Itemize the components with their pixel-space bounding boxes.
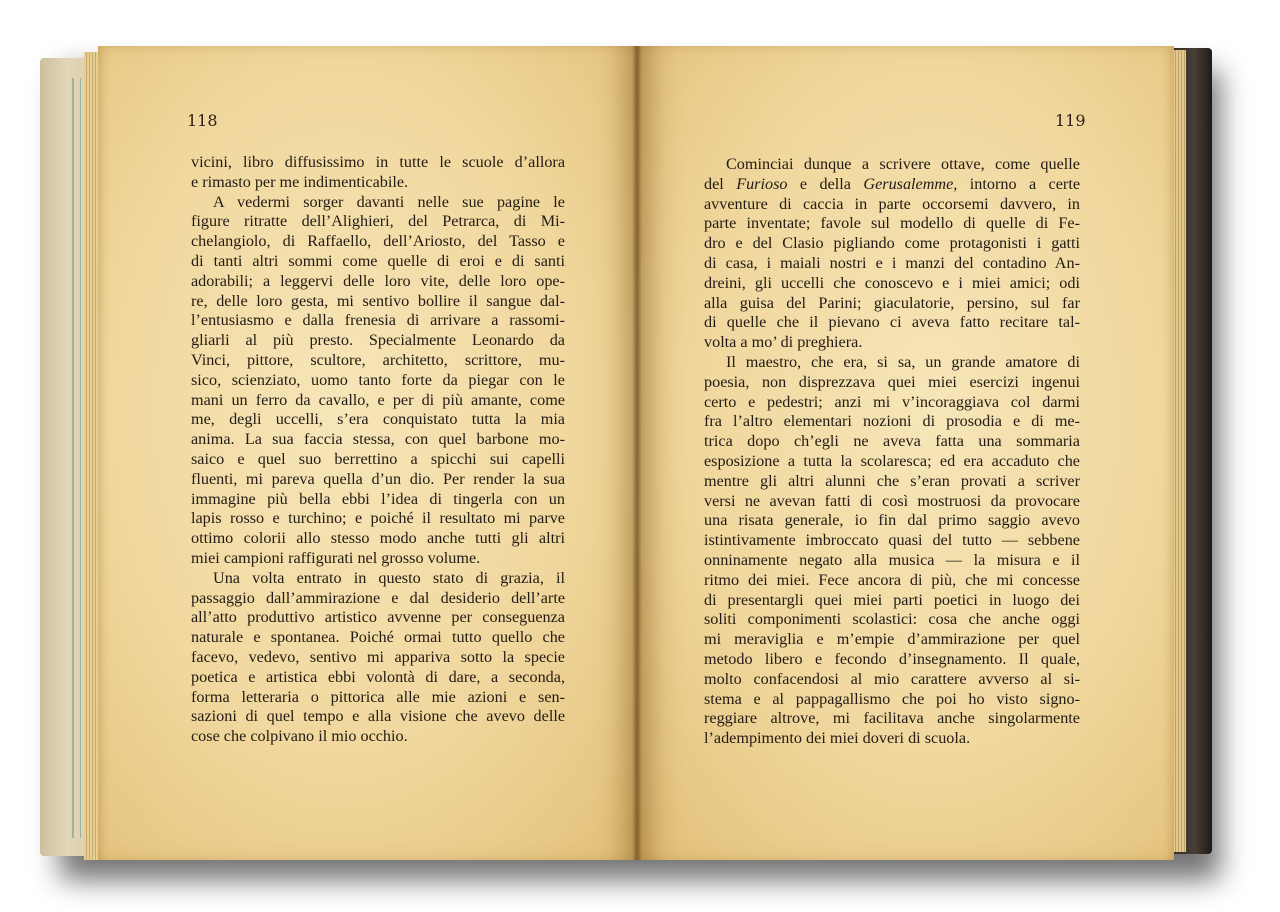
text-run: intorno a certe [957, 174, 1080, 193]
text-line: Una volta entrato in questo stato di grazia, il [213, 568, 565, 587]
text-line: metodo libero e fecondo d’insegnamento. Il quale, [704, 649, 1080, 668]
text-line: ritmo dei miei. Fece ancora di più, che mi concesse [704, 570, 1080, 589]
text-line: cose che colpivano il mio occhio. [191, 727, 408, 746]
text-line: trica dopo ch’egli ne aveva fatta una sommaria [704, 432, 1080, 451]
right-page-text [704, 155, 1080, 749]
text-line: certo e pedestri; anzi mi v’incoraggiava col darmi [704, 392, 1080, 411]
text-line: soliti componimenti scolastici: cosa che anche oggi [704, 610, 1080, 629]
text-line: dro e del Clasio pigliando come protagonisti i gatti [704, 234, 1080, 253]
text-line: e rimasto per me indimenticabile. [191, 172, 409, 191]
text-line: miei campioni raffigurati nel grosso volume. [191, 548, 481, 567]
text-line: fra l’altro elementari nozioni di prosodia e di me- [704, 412, 1080, 431]
text-line: di tanti altri sommi come quelle di eroi e di santi [191, 251, 565, 270]
book-gutter [632, 46, 642, 860]
text-line: vicini, libro diffusissimo in tutte le scuole d’allora [191, 153, 565, 171]
text-line: mani un ferro da cavallo, e per di più amante, come [191, 390, 565, 409]
text-line: fluenti, mi pareva quella d’un dio. Per render la sua [191, 469, 565, 488]
left-page-text [191, 153, 565, 747]
text-line: saico e quel suo berrettino a spicchi sui capelli [191, 449, 565, 468]
text-line: naturale e spontanea. Poiché ormai tutto quello che [191, 628, 565, 647]
text-line: stema e al pappagallismo che poi ho visto signo- [704, 689, 1080, 708]
text-line: sico, scienziato, uomo tanto forte da piegar con le [191, 370, 565, 389]
text-line: di casa, i maiali nostri e i manzi del contadino An- [704, 253, 1080, 272]
text-line: parte inventate; favole sul modello di quelle di Fe- [704, 214, 1080, 233]
text-line: avventure di caccia in parte occorsemi davvero, in [704, 194, 1080, 213]
text-run: e della [787, 174, 864, 193]
text-line: re, delle loro gesta, mi sentivo bollire il sangue dal- [191, 291, 565, 310]
text-line: sazioni di quel tempo e alla visione che avevo delle [191, 707, 565, 726]
left-page-number: 118 [187, 111, 218, 130]
right-page-number: 119 [1055, 111, 1086, 130]
text-line: figure ritratte dell’Alighieri, del Petrarca, di Mi- [191, 212, 565, 231]
text-line: versi ne avevan fatti di così mostruosi da provocare [704, 491, 1080, 510]
text-line: Il maestro, che era, si sa, un grande amatore di [726, 352, 1080, 371]
text-line: all’atto produttivo artistico avvenne per conseguenza [191, 608, 565, 627]
text-line: istintivamente imbroccato quasi del tutto — sebbene [704, 531, 1080, 550]
text-line [704, 175, 1080, 195]
text-line: me, degli uccelli, s’era conquistato tutta la mia [191, 410, 565, 429]
text-run: del [704, 174, 737, 193]
text-line: di presentargli quei miei parti poetici in luogo dei [704, 590, 1080, 609]
text-line: anima. La sua faccia stessa, con quel barbone mo- [191, 430, 565, 449]
text-line: l’adempimento dei miei doveri di scuola. [704, 729, 971, 748]
text-line: alla guisa del Parini; giaculatorie, persino, sul far [704, 293, 1080, 312]
text-line: lapis rosso e turchino; e poiché il resultato mi parve [191, 509, 565, 528]
text-line: chelangiolo, di Raffaello, dell’Ariosto, del Tasso e [191, 232, 565, 251]
cover-border-line [72, 78, 81, 838]
text-line: gliarli al più presto. Specialmente Leonardo da [191, 331, 565, 350]
text-line: mi meraviglia e m’empie d’ammirazione per quel [704, 630, 1080, 649]
text-line: volta a mo’ di preghiera. [704, 333, 863, 352]
text-line: facevo, vedevo, sentivo mi appariva sotto la specie [191, 647, 565, 666]
text-line: l’entusiasmo e dalla frenesia di arrivare a rassomi- [191, 311, 565, 330]
text-line: onninamente negato alla musica — la misura e il [704, 550, 1080, 569]
text-line: immagine più bella ebbi l’idea di tingerla con un [191, 489, 565, 508]
text-line: ottimo colorii allo stesso modo anche tutti gli altri [191, 529, 565, 548]
text-line: una risata generale, io fin dal primo saggio avevo [704, 511, 1080, 530]
text-line: mentre gli altri alunni che s’eran provati a scriver [704, 471, 1080, 490]
text-line: reggiare altrove, mi facilitava anche singolarmente [704, 709, 1080, 728]
text-line: dreini, gli uccelli che conoscevo e i miei amici; odi [704, 273, 1080, 292]
text-line: passaggio dall’ammirazione e dal desiderio dell’arte [191, 588, 565, 607]
text-line: Vinci, pittore, scultore, architetto, scrittore, mu- [191, 350, 565, 369]
text-line: adorabili; a leggervi delle loro vite, delle loro ope- [191, 271, 565, 290]
text-line: A vedermi sorger davanti nelle sue pagine le [213, 192, 565, 211]
text-line: Cominciai dunque a scrivere ottave, come quelle [726, 155, 1080, 173]
italic-title: Furioso [736, 174, 788, 193]
text-line: di quelle che il pievano ci aveva fatto recitare tal- [704, 313, 1080, 332]
text-line: forma letteraria o pittorica alle mie azioni e sen- [191, 687, 565, 706]
text-line: molto confacendosi al mio carattere avverso al si- [704, 669, 1080, 688]
italic-title: Gerusalemme, [863, 174, 958, 193]
text-line: esposizione a tutta la scolaresca; ed era accaduto che [704, 451, 1080, 470]
text-line: poesia, non disprezzava quei miei esercizi ingenui [704, 372, 1080, 391]
text-line: poetica e artistica ebbi volontà di dare, a seconda, [191, 667, 565, 686]
